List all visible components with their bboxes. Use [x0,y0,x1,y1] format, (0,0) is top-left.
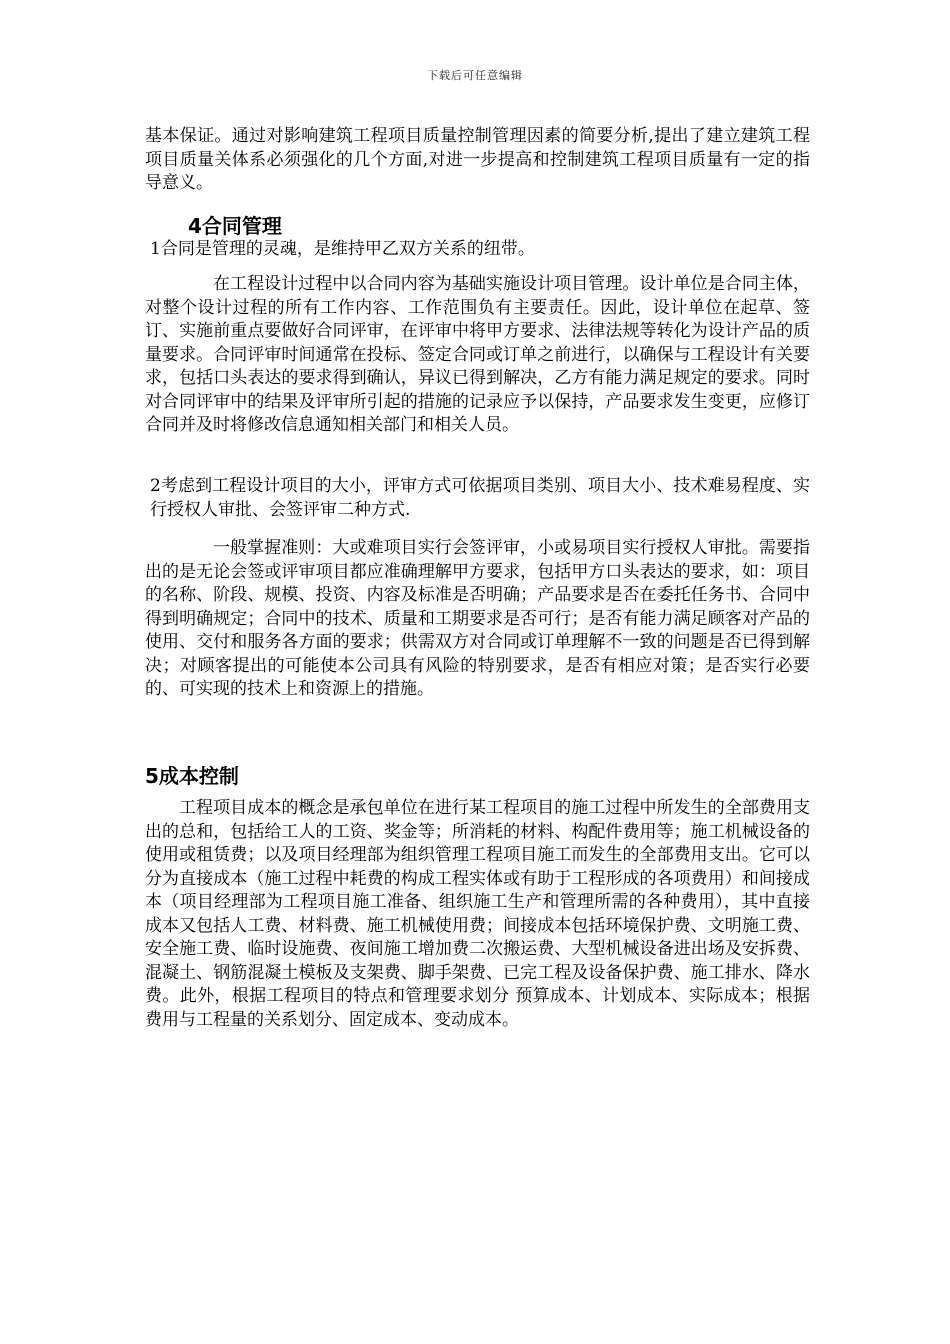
header-note: 下载后可任意编辑 [427,69,523,82]
section-4-paragraph-1: 在工程设计过程中以合同内容为基础实施设计项目管理。设计单位是合同主体，对整个设计过程的所有工作内容、工作范围负有主要责任。因此，设计单位在起草、签订、实施前重点要做好合同评审，在评审中将甲方要求、法律法规等转化为设计产品的质量要求。合同评审时间通常在投标、签定合同或订单之前进行，以确保与工程设计有关要求，包括口头表达的要求得到确认，异议已得到解决，乙方有能力满足规定的要求。同时对合同评审中的结果及评审所引起的措施的记录应予以保持，产品要求发生变更，应修订合同并及时将修改信息通知相关部门和相关人员。 [145,274,810,435]
section-5-paragraph-1: 工程项目成本的概念是承包单位在进行某工程项目的施工过程中所发生的全部费用支出的总和，包括给工人的工资、奖金等；所消耗的材料、构配件费用等；施工机械设备的使用或租赁费；以及项目经理部为组织管理工程项目施工而发生的全部费用支出。它可以分为直接成本（施工过程中耗费的构成工程实体或有助于工程形成的各项费用）和间接成本（项目经理部为工程项目施工准备、组织施工生产和管理所需的各种费用），其中直接成本又包括人工费、材料费、施工机械使用费；间接成本包括环境保护费、文明施工费、安全施工费、临时设施费、夜间施工增加费二次搬运费、大型机械设备进出场及安拆费、混凝土、钢筋混凝土模板及支架费、脚手架费、已完工程及设备保护费、施工排水、降水费。此外，根据工程项目的特点和管理要求划分 预算成本、计划成本、实际成本；根据费用与工程量的关系划分、固定成本、变动成本。 [145,798,810,1030]
intro-paragraph: 基本保证。通过对影响建筑工程项目质量控制管理因素的简要分析,提出了建立建筑工程项目质量关体系必须强化的几个方面,对进一步提高和控制建筑工程项目质量有一定的指导意义。 [145,126,810,193]
section-5-heading: 5成本控制 [145,764,239,788]
section-4-point-2: 2考虑到工程设计项目的大小，评审方式可依据项目类别、项目大小、技术难易程度、实行授权人审批、会签评审二种方式. [150,476,810,520]
section-4-heading: 4合同管理 [188,214,282,238]
section-4-paragraph-2: 一般掌握准则：大或难项目实行会签评审，小或易项目实行授权人审批。需要指出的是无论会签或评审项目都应准确理解甲方要求，包括甲方口头表达的要求，如：项目的名称、阶段、规模、投资、内容及标准是否明确；产品要求是否在委托任务书、合同中得到明确规定；合同中的技术、质量和工期要求是否可行；是否有能力满足顾客对产品的使用、交付和服务各方面的要求；供需双方对合同或订单理解不一致的问题是否已得到解决；对顾客提出的可能使本公司具有风险的特别要求，是否有相应对策；是否实行必要的、可实现的技术上和资源上的措施。 [145,538,810,699]
section-4-point-1: 1合同是管理的灵魂，是维持甲乙双方关系的纽带。 [150,239,535,259]
